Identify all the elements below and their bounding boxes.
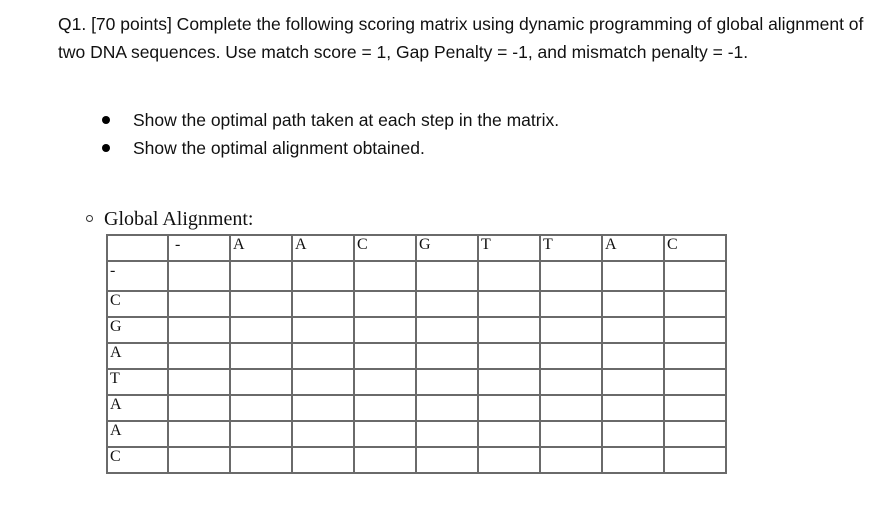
matrix-score-cell (603, 396, 665, 422)
matrix-score-cell (169, 370, 231, 396)
matrix-score-cell (169, 422, 231, 448)
matrix-score-cell (231, 318, 293, 344)
matrix-header-row (108, 236, 725, 262)
matrix-label: A (295, 236, 307, 253)
matrix-score-cell (479, 292, 541, 318)
matrix-column-header (417, 236, 479, 262)
matrix-score-cell (603, 262, 665, 292)
matrix-label: - (110, 262, 116, 279)
matrix-column-header (541, 236, 603, 262)
matrix-row-header (108, 292, 169, 318)
matrix-label: C (667, 236, 678, 253)
matrix-row-header (108, 370, 169, 396)
matrix-score-cell (293, 370, 355, 396)
matrix-score-cell (479, 448, 541, 472)
matrix-score-cell (603, 318, 665, 344)
matrix-label: G (110, 318, 122, 335)
matrix-score-cell (231, 396, 293, 422)
matrix-score-cell (231, 448, 293, 472)
matrix-score-cell (541, 396, 603, 422)
matrix-score-cell (665, 448, 725, 472)
matrix-score-cell (231, 262, 293, 292)
matrix-score-cell (293, 448, 355, 472)
matrix-label: C (110, 448, 121, 465)
matrix-score-cell (231, 370, 293, 396)
matrix-score-cell (479, 396, 541, 422)
matrix-score-cell (665, 344, 725, 370)
matrix-score-cell (169, 292, 231, 318)
matrix-score-cell (293, 344, 355, 370)
matrix-row (108, 292, 725, 318)
matrix-label: A (233, 236, 245, 253)
matrix-score-cell (293, 262, 355, 292)
matrix-score-cell (603, 448, 665, 472)
matrix-score-cell (169, 396, 231, 422)
matrix-score-cell (293, 396, 355, 422)
matrix-score-cell (603, 344, 665, 370)
matrix-label: A (110, 422, 122, 439)
matrix-score-cell (355, 370, 417, 396)
matrix-score-cell (665, 318, 725, 344)
matrix-label: A (110, 396, 122, 413)
matrix-column-header (231, 236, 293, 262)
matrix-row (108, 370, 725, 396)
instruction-list (102, 106, 559, 162)
matrix-row-header (108, 422, 169, 448)
matrix-row-header (108, 396, 169, 422)
matrix-gap-header-cell (169, 236, 231, 262)
matrix-score-cell (293, 422, 355, 448)
matrix-score-cell (541, 262, 603, 292)
matrix-score-cell (355, 422, 417, 448)
matrix-score-cell (479, 262, 541, 292)
matrix-score-cell (603, 422, 665, 448)
matrix-score-cell (541, 292, 603, 318)
question-text: Q1. [70 points] Complete the following scoring matrix using dynamic programming of global alignment of two DNA sequences. Use match score = 1, Gap Penalty = -1, and mismatch penalty = -1. (58, 14, 864, 62)
matrix-row (108, 448, 725, 472)
matrix-score-cell (355, 292, 417, 318)
section-title: Global Alignment: (104, 208, 254, 230)
matrix-score-cell (417, 370, 479, 396)
matrix-score-cell (479, 370, 541, 396)
matrix-column-header (665, 236, 725, 262)
matrix-score-cell (541, 318, 603, 344)
matrix-row (108, 422, 725, 448)
matrix-score-cell (603, 292, 665, 318)
matrix-score-cell (665, 262, 725, 292)
matrix-score-cell (355, 396, 417, 422)
matrix-label: - (175, 236, 181, 253)
matrix-row-header (108, 262, 169, 292)
matrix-score-cell (479, 318, 541, 344)
matrix-score-cell (417, 422, 479, 448)
matrix-score-cell (417, 318, 479, 344)
matrix-score-cell (665, 422, 725, 448)
matrix-score-cell (479, 344, 541, 370)
matrix-score-cell (665, 370, 725, 396)
matrix-score-cell (541, 422, 603, 448)
matrix-score-cell (169, 262, 231, 292)
matrix-score-cell (417, 262, 479, 292)
matrix-score-cell (665, 396, 725, 422)
matrix-gap-row (108, 262, 725, 292)
matrix-score-cell (541, 448, 603, 472)
matrix-column-header (479, 236, 541, 262)
matrix-row-header (108, 448, 169, 472)
matrix-column-header (293, 236, 355, 262)
matrix-label: T (481, 236, 491, 253)
matrix-score-cell (417, 292, 479, 318)
instruction-item: Show the optimal alignment obtained. (102, 134, 559, 162)
matrix-row-header (108, 344, 169, 370)
matrix-label: G (419, 236, 431, 253)
matrix-row (108, 344, 725, 370)
matrix-score-cell (231, 422, 293, 448)
section-heading (86, 206, 253, 232)
matrix-score-cell (665, 292, 725, 318)
matrix-row (108, 396, 725, 422)
matrix-score-cell (479, 422, 541, 448)
instruction-item: Show the optimal path taken at each step in the matrix. (102, 106, 559, 134)
scoring-matrix (106, 234, 727, 474)
matrix-label: A (605, 236, 617, 253)
matrix-label: T (110, 370, 120, 387)
matrix-score-cell (293, 318, 355, 344)
matrix-label: C (110, 292, 121, 309)
matrix-row (108, 318, 725, 344)
matrix-score-cell (417, 344, 479, 370)
matrix-label: A (110, 344, 122, 361)
matrix-score-cell (355, 344, 417, 370)
matrix-score-cell (293, 292, 355, 318)
matrix-corner-cell (108, 236, 169, 262)
matrix-score-cell (603, 370, 665, 396)
matrix-score-cell (169, 344, 231, 370)
matrix-score-cell (417, 396, 479, 422)
matrix-score-cell (355, 262, 417, 292)
matrix-label: C (357, 236, 368, 253)
matrix-column-header (355, 236, 417, 262)
matrix-score-cell (169, 448, 231, 472)
matrix-label: T (543, 236, 553, 253)
matrix-row-header (108, 318, 169, 344)
hollow-bullet-icon (86, 215, 93, 222)
matrix-score-cell (355, 318, 417, 344)
matrix-score-cell (541, 344, 603, 370)
matrix-score-cell (231, 292, 293, 318)
matrix-score-cell (417, 448, 479, 472)
matrix-score-cell (231, 344, 293, 370)
matrix-score-cell (355, 448, 417, 472)
matrix-column-header (603, 236, 665, 262)
matrix-score-cell (541, 370, 603, 396)
matrix-score-cell (169, 318, 231, 344)
